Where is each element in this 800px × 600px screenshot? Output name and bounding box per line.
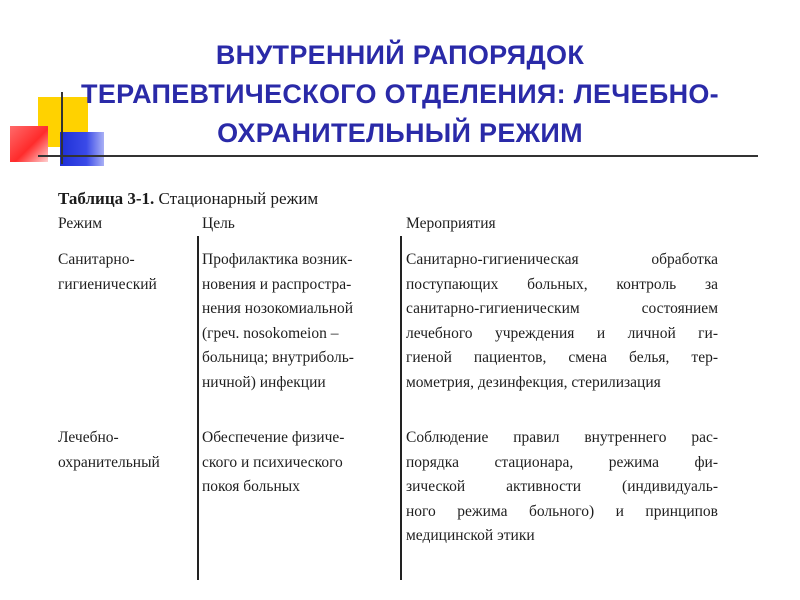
text-line: порядка стационара, режима фи-	[406, 453, 718, 471]
text-line: мометрия, дезинфекция, стерилизация	[406, 373, 661, 391]
title-line-2: ТЕРАПЕВТИЧЕСКОГО ОТДЕЛЕНИЯ: ЛЕЧЕБНО-	[81, 79, 719, 109]
text-line: поступающих больных, контроль за	[406, 275, 718, 293]
text-line: ского и психического	[202, 453, 343, 471]
text-line: Соблюдение правил внутреннего рас-	[406, 429, 718, 446]
column-measures	[406, 212, 718, 544]
text-line: гигиенический	[58, 275, 157, 293]
text-line: Санитарно-гигиеническая обработка	[406, 251, 718, 268]
column-divider-1	[197, 236, 199, 580]
table-caption	[58, 186, 718, 212]
header-measures: Мероприятия	[406, 215, 496, 232]
text-line: Профилактика возник-	[202, 251, 353, 268]
text-line: гиеной пациентов, смена белья, тер-	[406, 349, 718, 366]
cell-measures-1	[406, 248, 718, 395]
table-caption-text: Стационарный режим	[154, 189, 319, 208]
text-line: нения нозокомиальной	[202, 300, 354, 317]
cell-regime-2	[58, 426, 194, 475]
title-line-1: ВНУТРЕННИЙ РАПОРЯДОК	[215, 40, 585, 70]
column-goal	[202, 212, 400, 495]
text-line: зической активности (индивидуаль-	[406, 478, 718, 495]
cell-goal-2	[202, 426, 400, 500]
header-goal: Цель	[202, 215, 235, 232]
text-line: новения и распростра-	[202, 275, 352, 293]
text-line: (греч. nosokomeion –	[202, 324, 339, 342]
text-line: медицинской этики	[406, 527, 535, 544]
cell-goal-1	[202, 248, 400, 395]
table-caption-number: Таблица 3-1.	[58, 189, 155, 208]
text-line: лечебного учреждения и личной ги-	[406, 324, 718, 342]
cell-measures-2	[406, 426, 718, 549]
text-line: ничной) инфекции	[202, 373, 326, 391]
table-grid	[58, 212, 718, 552]
text-line: Лечебно-	[58, 429, 119, 446]
title-line-3: ОХРАНИТЕЛЬНЫЙ РЕЖИМ	[217, 118, 583, 148]
cell-regime-1	[58, 248, 194, 297]
text-line: больница; внутриболь-	[202, 349, 354, 366]
column-regime	[58, 212, 194, 471]
text-line: ного режима больного) и принципов	[406, 502, 718, 520]
regime-table	[58, 186, 718, 552]
column-divider-2	[400, 236, 402, 580]
text-line: Санитарно-	[58, 251, 135, 268]
text-line: Обеспечение физиче-	[202, 429, 345, 446]
slide-title	[0, 36, 800, 153]
text-line: санитарно-гигиеническим состоянием	[406, 300, 718, 317]
text-line: покоя больных	[202, 478, 300, 495]
header-regime: Режим	[58, 215, 103, 232]
text-line: охранительный	[58, 453, 160, 471]
decor-horizontal-line	[38, 155, 758, 157]
